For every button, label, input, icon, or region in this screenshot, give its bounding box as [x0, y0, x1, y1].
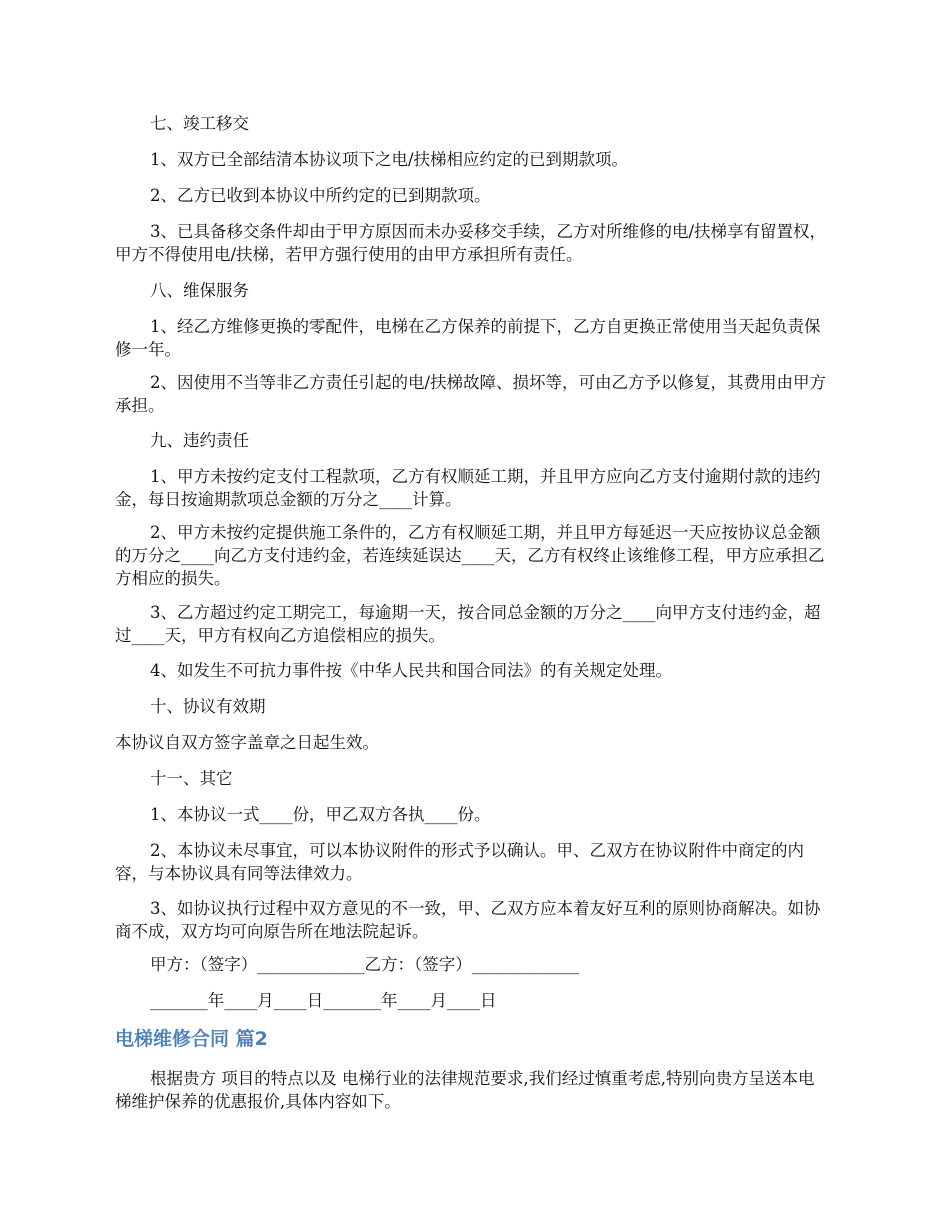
signature-line: 甲方：（签字）_____________乙方：（签字）_____________	[150, 955, 579, 974]
paragraph: 3、乙方超过约定工期完工，每逾期一天，按合同总金额的万分之____向甲方支付违约金，超过____天，甲方有权向乙方追偿相应的损失。	[115, 603, 821, 645]
closing-paragraph: 根据贵方 项目的特点以及 电梯行业的法律规范要求,我们经过慎重考虑,特别向贵方呈送本电梯维护保养的优惠报价,具体内容如下。	[115, 1069, 815, 1111]
paragraph: 1、经乙方维修更换的零配件，电梯在乙方保养的前提下，乙方自更换正常使用当天起负责保修一年。	[115, 317, 821, 359]
section-title-others: 十一、其它	[150, 769, 233, 788]
paragraph: 本协议自双方签字盖章之日起生效。	[115, 733, 379, 752]
section-title-validity: 十、协议有效期	[150, 697, 266, 716]
paragraph: 2、乙方已收到本协议中所约定的已到期款项。	[150, 186, 491, 205]
date-line: _______年____月____日_______年____月____日	[150, 991, 497, 1010]
paragraph: 2、本协议未尽事宜，可以本协议附件的形式予以确认。甲、乙双方在协议附件中商定的内容，与本协议具有同等法律效力。	[115, 841, 804, 883]
paragraph: 3、已具备移交条件却由于甲方原因而未办妥移交手续，乙方对所维修的电/扶梯享有留置权，甲方不得使用电/扶梯，若甲方强行使用的由甲方承担所有责任。	[115, 222, 827, 264]
paragraph: 1、本协议一式____份，甲乙双方各执____份。	[150, 805, 491, 824]
paragraph: 4、如发生不可抗力事件按《中华人民共和国合同法》的有关规定处理。	[150, 661, 672, 680]
paragraph: 3、如协议执行过程中双方意见的不一致，甲、乙双方应本着友好互利的原则协商解决。如协商不成，双方均可向原告所在地法院起诉。	[115, 899, 821, 941]
paragraph: 1、甲方未按约定支付工程款项，乙方有权顺延工期，并且甲方应向乙方支付逾期付款的违约金，每日按逾期款项总金额的万分之____计算。	[115, 467, 821, 509]
section-heading: 电梯维修合同 篇2	[115, 1028, 268, 1050]
section-title-maintenance-service: 八、维保服务	[150, 281, 249, 300]
paragraph: 2、因使用不当等非乙方责任引起的电/扶梯故障、损坏等，可由乙方予以修复，其费用由甲方承担。	[115, 373, 827, 415]
paragraph: 2、甲方未按约定提供施工条件的，乙方有权顺延工期，并且甲方每延迟一天应按协议总金额的万分之____向乙方支付违约金，若连续延误达____天，乙方有权终止该维修工程，甲方应承担乙方相应的损失。	[115, 523, 825, 588]
paragraph: 1、双方已全部结清本协议项下之电/扶梯相应约定的已到期款项。	[150, 150, 629, 169]
section-title-breach-liability: 九、违约责任	[150, 431, 249, 450]
section-title-completion-handover: 七、竣工移交	[150, 114, 249, 133]
